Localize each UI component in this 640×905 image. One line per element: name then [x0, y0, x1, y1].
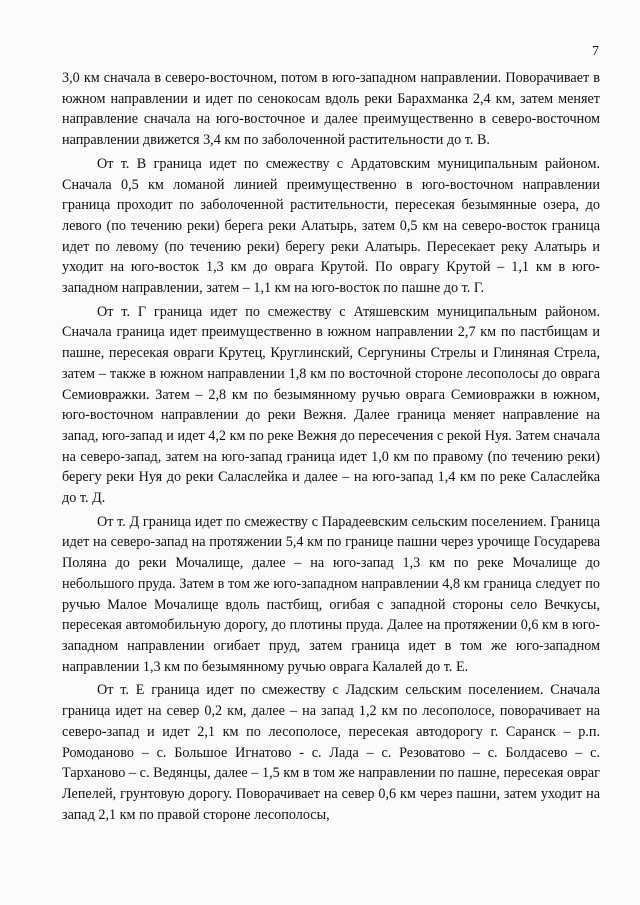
paragraph-point-e: От т. Е граница идет по смежеству с Ладским сельским поселением. Сначала граница идет на север 0,2 км, далее – на запад 1,2 км по лесополосе, поворачивает на северо-запад и идет 2,1 км по лесополосе, пересекая автодорогу г. Саранск – р.п. Ромоданово – с. Большое Игнатово - с. Лада – с. Резоватово – с. Болдасево – с. Тарханово – с. Ведянцы, далее – 1,5 км в том же направлении по пашне, пересекая овраг Лепелей, грунтовую дорогу. Поворачивает на север 0,6 км через пашни, затем уходит на запад 2,1 км по правой стороне лесополосы, — [62, 682, 600, 823]
paragraph-point-d: От т. Д граница идет по смежеству с Парадеевским сельским поселением. Граница идет на северо-запад на протяжении 5,4 км по границе пашни через урочище Государева Поляна до реки Мочалище, далее – на юго-запад 1,3 км по реке Мочалище до небольшого пруда. Затем в том же юго-западном направлении 4,8 км граница следует по ручью Малое Мочалище вдоль пастбищ, огибая с западной стороны село Вечкусы, пересекая автомобильную дорогу, до плотины пруда. Далее на протяжении 0,6 км в юго-западном направлении огибает пруд, затем граница идет в том же юго-западном направлении 1,3 км по безымянному ручью оврага Калалей до т. Е. — [62, 513, 600, 675]
paragraph-continuation: 3,0 км сначала в северо-восточном, потом в юго-западном направлении. Поворачивает в южном направлении и идет по сенокосам вдоль реки Барахманка 2,4 км, затем меняет направление сначала на юго-восточное и далее преимущественно в северо-восточном направлении движется 3,4 км по заболоченной растительности до т. В. — [62, 70, 600, 149]
paragraph-point-g: От т. Г граница идет по смежеству с Атяшевским муниципальным районом. Сначала граница идет преимущественно в южном направлении 2,7 км по пастбищам и пашне, пересекая овраги Крутец, Круглинский, Сергунины Стрелы и Глиняная Стрела, затем – также в южном направлении 1,8 км по восточной стороне лесополосы до оврага Семиовражки. Затем – 2,8 км по безымянному ручью оврага Семиовражки в южном, юго-восточном направлении до реки Вежня. Далее граница меняет направление на запад, юго-запад и идет 4,2 км по реке Вежня до пересечения с рекой Нуя. Затем сначала на северо-запад, затем на юго-запад граница идет 1,0 км по правому (по течению реки) берегу реки Нуя до реки Саласлейка и далее – на юго-запад 1,4 км по реке Саласлейка до т. Д. — [62, 303, 600, 507]
page-number: 7 — [592, 44, 599, 59]
paragraph-point-v: От т. В граница идет по смежеству с Ардатовским муниципальным районом. Сначала 0,5 км ломаной линией преимущественно в юго-восточном направлении граница проходит по заболоченной растительности, пересекая безымянные озера, до левого (по течению реки) берега реки Алатырь, затем 0,5 км на северо-восток граница идет по левому (по течению реки) берегу реки Алатырь. Пересекает реку Алатырь и уходит на юго-восток 1,3 км до оврага Крутой. По оврагу Крутой – 1,1 км в юго-западном направлении, затем – 1,1 км на юго-восток по пашне до т. Г. — [62, 155, 600, 297]
document-body — [62, 68, 600, 825]
